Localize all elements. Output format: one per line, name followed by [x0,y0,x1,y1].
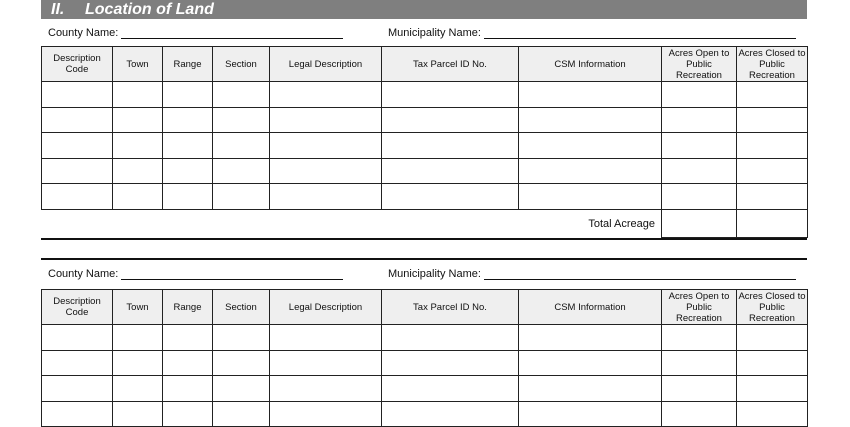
table-header-row [42,47,808,82]
table-cell[interactable] [213,401,270,427]
table-cell[interactable] [213,325,270,351]
table-cell[interactable] [519,376,662,402]
col-section: Section [213,47,270,82]
table-cell[interactable] [113,158,163,184]
table-cell[interactable] [270,401,382,427]
county-name-field-2[interactable] [121,279,343,280]
col-legal-description: Legal Description [270,290,382,325]
table-cell[interactable] [662,82,737,108]
table-cell[interactable] [270,184,382,210]
table-cell[interactable] [163,325,213,351]
table-cell[interactable] [163,376,213,402]
table-cell[interactable] [163,184,213,210]
table-cell[interactable] [163,350,213,376]
col-town: Town [113,47,163,82]
table-cell[interactable] [213,107,270,133]
col-town: Town [113,290,163,325]
total-row [42,209,808,237]
col-range: Range [163,290,213,325]
divider-rule [41,238,807,240]
table-cell[interactable] [113,184,163,210]
table-cell[interactable] [382,82,519,108]
county-name-label-1: County Name: [48,27,119,39]
table-cell[interactable] [382,401,519,427]
table-cell[interactable] [519,325,662,351]
table-cell[interactable] [270,325,382,351]
municipality-name-field-1[interactable] [484,38,796,39]
table-cell[interactable] [270,158,382,184]
table-cell[interactable] [737,82,808,108]
table-cell[interactable] [113,133,163,159]
col-acres-open: Acres Open to Public Recreation [662,47,737,82]
table-cell[interactable] [382,158,519,184]
table-cell[interactable] [519,184,662,210]
col-description-code: Description Code [42,290,113,325]
table-cell[interactable] [519,107,662,133]
total-acreage-label: Total Acreage [42,209,662,237]
table-cell[interactable] [213,184,270,210]
municipality-name-label-2: Municipality Name: [388,268,481,280]
table-cell[interactable] [662,133,737,159]
table-cell[interactable] [662,107,737,133]
table-cell[interactable] [213,350,270,376]
col-legal-description: Legal Description [270,47,382,82]
table-cell[interactable] [519,133,662,159]
table-cell[interactable] [737,107,808,133]
col-acres-closed: Acres Closed to Public Recreation [738,47,806,81]
table-cell[interactable] [519,158,662,184]
table-cell[interactable] [382,184,519,210]
col-section: Section [213,290,270,325]
table-cell[interactable] [382,325,519,351]
table-row [42,82,808,108]
table-cell[interactable] [519,350,662,376]
table-cell[interactable] [163,107,213,133]
table-row [42,401,808,427]
divider-rule [41,258,807,260]
table-cell[interactable] [737,401,808,427]
table-cell[interactable] [737,158,808,184]
municipality-name-label-1: Municipality Name: [388,27,481,39]
municipality-name-field-2[interactable] [484,279,796,280]
table-cell[interactable] [662,376,737,402]
table-cell[interactable] [270,107,382,133]
table-cell[interactable] [42,376,113,402]
col-acres-open: Acres Open to Public Recreation [662,290,737,325]
table-cell[interactable] [662,350,737,376]
table-cell[interactable] [270,133,382,159]
table-cell[interactable] [737,376,808,402]
table-cell[interactable] [42,158,113,184]
table-cell[interactable] [382,350,519,376]
table-cell[interactable] [113,401,163,427]
section-header [41,0,807,19]
table-row [42,325,808,351]
total-acres-closed-cell[interactable] [737,209,808,237]
land-table-1 [41,46,808,238]
table-cell[interactable] [213,376,270,402]
table-cell[interactable] [163,401,213,427]
table-cell[interactable] [163,158,213,184]
table-cell[interactable] [270,350,382,376]
table-cell[interactable] [382,133,519,159]
total-acres-open-cell[interactable] [662,209,737,237]
table-cell[interactable] [113,350,163,376]
col-csm-information: CSM Information [519,47,662,82]
table-header-row [42,290,808,325]
table-cell[interactable] [163,82,213,108]
col-acres-closed: Acres Closed to Public Recreation [738,290,806,324]
table-cell[interactable] [382,107,519,133]
table-cell[interactable] [270,82,382,108]
table-cell[interactable] [113,376,163,402]
table-cell[interactable] [213,158,270,184]
table-cell[interactable] [737,184,808,210]
table-cell[interactable] [42,133,113,159]
col-tax-parcel-id: Tax Parcel ID No. [382,290,519,325]
col-csm-information: CSM Information [519,290,662,325]
table-cell[interactable] [662,325,737,351]
table-row [42,158,808,184]
table-cell[interactable] [163,133,213,159]
table-cell[interactable] [113,107,163,133]
table-cell[interactable] [42,184,113,210]
table-row [42,350,808,376]
col-tax-parcel-id: Tax Parcel ID No. [382,47,519,82]
table-row [42,184,808,210]
county-name-field-1[interactable] [121,38,343,39]
table-cell[interactable] [42,325,113,351]
col-range: Range [163,47,213,82]
table-cell[interactable] [42,82,113,108]
table-cell[interactable] [737,133,808,159]
table-cell[interactable] [519,82,662,108]
table-row [42,133,808,159]
table-cell[interactable] [213,82,270,108]
table-row [42,107,808,133]
table-cell[interactable] [42,350,113,376]
table-cell[interactable] [737,350,808,376]
section-title: Location of Land [85,1,214,18]
land-table-2 [41,289,808,427]
table-cell[interactable] [42,107,113,133]
table-cell[interactable] [737,325,808,351]
table-cell[interactable] [662,401,737,427]
table-cell[interactable] [213,133,270,159]
county-name-label-2: County Name: [48,268,119,280]
table-cell[interactable] [662,158,737,184]
table-cell[interactable] [42,401,113,427]
table-cell[interactable] [113,325,163,351]
table-row [42,376,808,402]
table-cell[interactable] [519,401,662,427]
table-cell[interactable] [113,82,163,108]
table-cell[interactable] [382,376,519,402]
table-cell[interactable] [662,184,737,210]
section-number: II. [51,1,65,18]
table-cell[interactable] [270,376,382,402]
col-description-code: Description Code [42,47,113,82]
